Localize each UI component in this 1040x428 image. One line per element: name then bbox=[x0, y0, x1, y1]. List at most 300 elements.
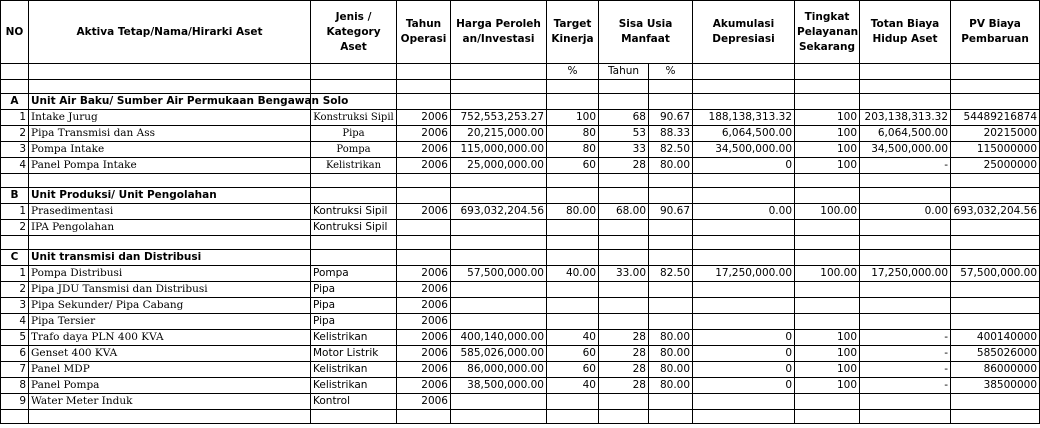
empty-cell bbox=[649, 94, 693, 110]
table-row bbox=[1, 142, 1040, 158]
empty-cell bbox=[547, 188, 599, 204]
cell-name: Pipa JDU Tansmisi dan Distribusi bbox=[29, 282, 311, 298]
cell-sisa-tahun: 28 bbox=[599, 362, 649, 378]
cell-jenis: Pipa bbox=[311, 126, 397, 142]
cell-jenis: Pipa bbox=[311, 298, 397, 314]
empty-cell bbox=[599, 250, 649, 266]
empty-cell bbox=[451, 410, 547, 424]
table-row bbox=[1, 220, 1040, 236]
cell-target: 80 bbox=[547, 142, 599, 158]
cell-name: Water Meter Induk bbox=[29, 394, 311, 410]
empty-cell bbox=[860, 80, 951, 94]
empty-cell bbox=[795, 410, 860, 424]
cell-akumulasi bbox=[693, 314, 795, 330]
cell-name: IPA Pengolahan bbox=[29, 220, 311, 236]
cell-no: 9 bbox=[1, 394, 29, 410]
cell-target: 40 bbox=[547, 378, 599, 394]
cell-sisa-tahun: 28 bbox=[599, 378, 649, 394]
cell-tahun: 2006 bbox=[397, 346, 451, 362]
cell-akumulasi: 0 bbox=[693, 158, 795, 174]
cell-totan: - bbox=[860, 362, 951, 378]
cell-akumulasi: 17,250,000.00 bbox=[693, 266, 795, 282]
empty-cell bbox=[311, 174, 397, 188]
cell-akumulasi: 0.00 bbox=[693, 204, 795, 220]
section-letter: B bbox=[1, 188, 29, 204]
cell-pv: 54489216874 bbox=[951, 110, 1040, 126]
header-pv: PV Biaya Pembaruan bbox=[951, 1, 1040, 64]
empty-cell bbox=[649, 174, 693, 188]
cell-no: 8 bbox=[1, 378, 29, 394]
cell-tingkat: 100 bbox=[795, 378, 860, 394]
cell-target: 40.00 bbox=[547, 266, 599, 282]
table-row bbox=[1, 110, 1040, 126]
cell-sisa-tahun bbox=[599, 220, 649, 236]
section-title: Unit Air Baku/ Sumber Air Permukaan Bengawan Solo bbox=[29, 94, 311, 110]
cell-pv: 25000000 bbox=[951, 158, 1040, 174]
cell-tingkat: 100 bbox=[795, 346, 860, 362]
cell-tingkat: 100 bbox=[795, 110, 860, 126]
empty-cell bbox=[649, 80, 693, 94]
empty-cell bbox=[311, 410, 397, 424]
cell-pv bbox=[951, 298, 1040, 314]
cell-harga: 693,032,204.56 bbox=[451, 204, 547, 220]
empty-cell bbox=[951, 80, 1040, 94]
cell-tahun: 2006 bbox=[397, 362, 451, 378]
cell-no: 4 bbox=[1, 314, 29, 330]
empty-cell bbox=[1, 174, 29, 188]
table-row bbox=[1, 158, 1040, 174]
empty-cell bbox=[599, 410, 649, 424]
cell-pv bbox=[951, 220, 1040, 236]
cell-jenis: Kelistrikan bbox=[311, 362, 397, 378]
empty-cell bbox=[311, 236, 397, 250]
cell-sisa-pct: 82.50 bbox=[649, 142, 693, 158]
cell-harga: 400,140,000.00 bbox=[451, 330, 547, 346]
cell-name: Intake Jurug bbox=[29, 110, 311, 126]
empty-cell bbox=[599, 80, 649, 94]
cell-pv: 585026000 bbox=[951, 346, 1040, 362]
unit-target: % bbox=[547, 64, 599, 80]
table-row bbox=[1, 266, 1040, 282]
spacer-row bbox=[1, 410, 1040, 424]
empty-cell bbox=[951, 236, 1040, 250]
empty-cell bbox=[795, 80, 860, 94]
cell-target bbox=[547, 314, 599, 330]
empty-cell bbox=[693, 188, 795, 204]
cell-tingkat: 100.00 bbox=[795, 204, 860, 220]
empty-cell bbox=[547, 410, 599, 424]
cell-tahun: 2006 bbox=[397, 142, 451, 158]
cell-name: Panel MDP bbox=[29, 362, 311, 378]
cell-totan: - bbox=[860, 158, 951, 174]
empty-cell bbox=[397, 174, 451, 188]
header-no: NO bbox=[1, 1, 29, 64]
cell-no: 6 bbox=[1, 346, 29, 362]
empty-cell bbox=[397, 80, 451, 94]
cell-totan bbox=[860, 314, 951, 330]
cell-target: 80 bbox=[547, 126, 599, 142]
cell-totan bbox=[860, 220, 951, 236]
cell-jenis: Kelistrikan bbox=[311, 158, 397, 174]
cell-name: Panel Pompa bbox=[29, 378, 311, 394]
header-totan: Totan Biaya Hidup Aset bbox=[860, 1, 951, 64]
header-aktiva: Aktiva Tetap/Nama/Hirarki Aset bbox=[29, 1, 311, 64]
cell-totan bbox=[860, 394, 951, 410]
cell-akumulasi: 0 bbox=[693, 362, 795, 378]
cell-harga: 585,026,000.00 bbox=[451, 346, 547, 362]
empty-cell bbox=[860, 94, 951, 110]
empty-cell bbox=[951, 174, 1040, 188]
empty-cell bbox=[795, 94, 860, 110]
cell-target: 80.00 bbox=[547, 204, 599, 220]
empty-cell bbox=[397, 236, 451, 250]
empty-cell bbox=[311, 188, 397, 204]
cell-target: 60 bbox=[547, 158, 599, 174]
cell-harga: 20,215,000.00 bbox=[451, 126, 547, 142]
cell-tingkat bbox=[795, 394, 860, 410]
unit-sisa-tahun: Tahun bbox=[599, 64, 649, 80]
cell-sisa-tahun: 33.00 bbox=[599, 266, 649, 282]
cell-totan: 6,064,500.00 bbox=[860, 126, 951, 142]
empty-cell bbox=[951, 410, 1040, 424]
section-header-row bbox=[1, 94, 1040, 110]
cell-akumulasi bbox=[693, 220, 795, 236]
cell-pv: 115000000 bbox=[951, 142, 1040, 158]
cell-akumulasi bbox=[693, 298, 795, 314]
cell-jenis: Pipa bbox=[311, 314, 397, 330]
unit-empty bbox=[951, 64, 1040, 80]
unit-sisa-pct: % bbox=[649, 64, 693, 80]
cell-jenis: Pompa bbox=[311, 142, 397, 158]
cell-no: 3 bbox=[1, 298, 29, 314]
empty-cell bbox=[795, 188, 860, 204]
cell-totan: - bbox=[860, 346, 951, 362]
cell-name: Prasedimentasi bbox=[29, 204, 311, 220]
cell-sisa-pct: 80.00 bbox=[649, 330, 693, 346]
cell-harga: 57,500,000.00 bbox=[451, 266, 547, 282]
cell-tahun: 2006 bbox=[397, 266, 451, 282]
cell-sisa-pct bbox=[649, 282, 693, 298]
cell-tahun: 2006 bbox=[397, 110, 451, 126]
cell-name: Pipa Sekunder/ Pipa Cabang bbox=[29, 298, 311, 314]
cell-pv bbox=[951, 282, 1040, 298]
table-row bbox=[1, 394, 1040, 410]
cell-harga: 25,000,000.00 bbox=[451, 158, 547, 174]
cell-pv: 693,032,204.56 bbox=[951, 204, 1040, 220]
cell-tahun: 2006 bbox=[397, 126, 451, 142]
cell-akumulasi: 0 bbox=[693, 330, 795, 346]
empty-cell bbox=[29, 410, 311, 424]
cell-name: Genset 400 KVA bbox=[29, 346, 311, 362]
cell-target bbox=[547, 220, 599, 236]
cell-harga: 115,000,000.00 bbox=[451, 142, 547, 158]
cell-totan bbox=[860, 282, 951, 298]
cell-akumulasi: 6,064,500.00 bbox=[693, 126, 795, 142]
cell-no: 1 bbox=[1, 266, 29, 282]
empty-cell bbox=[795, 174, 860, 188]
empty-cell bbox=[451, 188, 547, 204]
header-jenis: Jenis / Kategory Aset bbox=[311, 1, 397, 64]
empty-cell bbox=[649, 188, 693, 204]
cell-sisa-tahun: 28 bbox=[599, 330, 649, 346]
cell-akumulasi: 0 bbox=[693, 346, 795, 362]
table-row bbox=[1, 362, 1040, 378]
empty-cell bbox=[795, 236, 860, 250]
cell-tingkat: 100 bbox=[795, 362, 860, 378]
cell-sisa-pct bbox=[649, 298, 693, 314]
cell-tingkat bbox=[795, 314, 860, 330]
cell-totan: 17,250,000.00 bbox=[860, 266, 951, 282]
empty-cell bbox=[451, 174, 547, 188]
cell-sisa-tahun: 28 bbox=[599, 158, 649, 174]
cell-sisa-tahun bbox=[599, 298, 649, 314]
spacer-row bbox=[1, 80, 1040, 94]
cell-akumulasi: 34,500,000.00 bbox=[693, 142, 795, 158]
cell-target: 60 bbox=[547, 346, 599, 362]
cell-tingkat: 100 bbox=[795, 142, 860, 158]
table-row bbox=[1, 330, 1040, 346]
cell-harga bbox=[451, 314, 547, 330]
empty-cell bbox=[1, 236, 29, 250]
section-letter: A bbox=[1, 94, 29, 110]
section-header-row bbox=[1, 250, 1040, 266]
empty-cell bbox=[311, 250, 397, 266]
cell-jenis: Kontruksi Sipil bbox=[311, 204, 397, 220]
empty-cell bbox=[451, 80, 547, 94]
cell-harga: 38,500,000.00 bbox=[451, 378, 547, 394]
empty-cell bbox=[1, 80, 29, 94]
cell-no: 1 bbox=[1, 110, 29, 126]
cell-pv: 38500000 bbox=[951, 378, 1040, 394]
cell-sisa-pct: 82.50 bbox=[649, 266, 693, 282]
cell-tingkat: 100 bbox=[795, 126, 860, 142]
empty-cell bbox=[29, 174, 311, 188]
cell-sisa-pct: 90.67 bbox=[649, 204, 693, 220]
cell-harga: 752,553,253.27 bbox=[451, 110, 547, 126]
cell-jenis: Kontrol bbox=[311, 394, 397, 410]
cell-pv: 20215000 bbox=[951, 126, 1040, 142]
empty-cell bbox=[547, 250, 599, 266]
unit-empty bbox=[29, 64, 311, 80]
cell-target: 100 bbox=[547, 110, 599, 126]
cell-jenis: Konstruksi Sipil bbox=[311, 110, 397, 126]
cell-pv bbox=[951, 394, 1040, 410]
cell-jenis: Kontruksi Sipil bbox=[311, 220, 397, 236]
empty-cell bbox=[451, 94, 547, 110]
header-target: Target Kinerja bbox=[547, 1, 599, 64]
cell-sisa-pct bbox=[649, 394, 693, 410]
cell-totan: - bbox=[860, 330, 951, 346]
header-tingkat: Tingkat Pelayanan Sekarang bbox=[795, 1, 860, 64]
cell-totan: - bbox=[860, 378, 951, 394]
section-header-row bbox=[1, 188, 1040, 204]
section-letter: C bbox=[1, 250, 29, 266]
cell-tingkat bbox=[795, 220, 860, 236]
cell-harga: 86,000,000.00 bbox=[451, 362, 547, 378]
unit-empty bbox=[311, 64, 397, 80]
cell-no: 2 bbox=[1, 282, 29, 298]
empty-cell bbox=[397, 94, 451, 110]
cell-tingkat bbox=[795, 298, 860, 314]
cell-sisa-tahun: 53 bbox=[599, 126, 649, 142]
empty-cell bbox=[693, 250, 795, 266]
cell-tahun: 2006 bbox=[397, 158, 451, 174]
cell-pv bbox=[951, 314, 1040, 330]
cell-totan: 34,500,000.00 bbox=[860, 142, 951, 158]
empty-cell bbox=[599, 174, 649, 188]
cell-sisa-tahun bbox=[599, 314, 649, 330]
cell-jenis: Pompa bbox=[311, 266, 397, 282]
empty-cell bbox=[599, 188, 649, 204]
empty-cell bbox=[649, 250, 693, 266]
empty-cell bbox=[951, 188, 1040, 204]
empty-cell bbox=[860, 236, 951, 250]
cell-sisa-tahun: 68 bbox=[599, 110, 649, 126]
cell-target bbox=[547, 394, 599, 410]
cell-sisa-pct: 80.00 bbox=[649, 378, 693, 394]
cell-jenis: Motor Listrik bbox=[311, 346, 397, 362]
table-row bbox=[1, 346, 1040, 362]
cell-tahun: 2006 bbox=[397, 314, 451, 330]
cell-name: Panel Pompa Intake bbox=[29, 158, 311, 174]
cell-tingkat: 100.00 bbox=[795, 266, 860, 282]
cell-harga bbox=[451, 282, 547, 298]
empty-cell bbox=[547, 94, 599, 110]
cell-target bbox=[547, 282, 599, 298]
cell-sisa-pct: 90.67 bbox=[649, 110, 693, 126]
section-title: Unit Produksi/ Unit Pengolahan bbox=[29, 188, 311, 204]
cell-harga bbox=[451, 298, 547, 314]
section-title: Unit transmisi dan Distribusi bbox=[29, 250, 311, 266]
cell-sisa-pct: 80.00 bbox=[649, 362, 693, 378]
empty-cell bbox=[311, 80, 397, 94]
empty-cell bbox=[29, 236, 311, 250]
empty-cell bbox=[693, 410, 795, 424]
header-harga: Harga Perolehan/Investasi bbox=[451, 1, 547, 64]
cell-sisa-tahun: 28 bbox=[599, 346, 649, 362]
cell-sisa-pct bbox=[649, 314, 693, 330]
table-row bbox=[1, 204, 1040, 220]
table-row bbox=[1, 126, 1040, 142]
unit-empty bbox=[451, 64, 547, 80]
cell-tingkat: 100 bbox=[795, 158, 860, 174]
cell-sisa-tahun: 33 bbox=[599, 142, 649, 158]
cell-tahun: 2006 bbox=[397, 330, 451, 346]
cell-pv: 400140000 bbox=[951, 330, 1040, 346]
empty-cell bbox=[547, 236, 599, 250]
cell-akumulasi bbox=[693, 282, 795, 298]
cell-sisa-pct: 80.00 bbox=[649, 346, 693, 362]
cell-target bbox=[547, 298, 599, 314]
cell-target: 40 bbox=[547, 330, 599, 346]
unit-empty bbox=[795, 64, 860, 80]
cell-tingkat: 100 bbox=[795, 330, 860, 346]
empty-cell bbox=[397, 410, 451, 424]
table-row bbox=[1, 378, 1040, 394]
empty-cell bbox=[29, 80, 311, 94]
cell-tingkat bbox=[795, 282, 860, 298]
cell-no: 5 bbox=[1, 330, 29, 346]
cell-tahun: 2006 bbox=[397, 378, 451, 394]
empty-cell bbox=[547, 80, 599, 94]
cell-sisa-pct: 80.00 bbox=[649, 158, 693, 174]
table-row bbox=[1, 298, 1040, 314]
empty-cell bbox=[649, 236, 693, 250]
cell-name: Pompa Intake bbox=[29, 142, 311, 158]
cell-no: 7 bbox=[1, 362, 29, 378]
cell-akumulasi bbox=[693, 394, 795, 410]
cell-no: 4 bbox=[1, 158, 29, 174]
header-akumulasi: Akumulasi Depresiasi bbox=[693, 1, 795, 64]
empty-cell bbox=[451, 250, 547, 266]
cell-totan: 203,138,313.32 bbox=[860, 110, 951, 126]
cell-tahun bbox=[397, 220, 451, 236]
cell-tahun: 2006 bbox=[397, 282, 451, 298]
cell-akumulasi: 0 bbox=[693, 378, 795, 394]
unit-empty bbox=[693, 64, 795, 80]
empty-cell bbox=[397, 250, 451, 266]
empty-cell bbox=[599, 94, 649, 110]
cell-totan bbox=[860, 298, 951, 314]
empty-cell bbox=[860, 188, 951, 204]
cell-no: 1 bbox=[1, 204, 29, 220]
empty-cell bbox=[951, 94, 1040, 110]
cell-target: 60 bbox=[547, 362, 599, 378]
cell-sisa-tahun bbox=[599, 282, 649, 298]
cell-tahun: 2006 bbox=[397, 204, 451, 220]
cell-pv: 86000000 bbox=[951, 362, 1040, 378]
cell-sisa-tahun: 68.00 bbox=[599, 204, 649, 220]
empty-cell bbox=[693, 174, 795, 188]
spacer-row bbox=[1, 236, 1040, 250]
empty-cell bbox=[599, 236, 649, 250]
cell-harga bbox=[451, 394, 547, 410]
empty-cell bbox=[860, 250, 951, 266]
empty-cell bbox=[795, 250, 860, 266]
cell-name: Pipa Tersier bbox=[29, 314, 311, 330]
empty-cell bbox=[693, 94, 795, 110]
cell-tahun: 2006 bbox=[397, 298, 451, 314]
cell-name: Pipa Transmisi dan Ass bbox=[29, 126, 311, 142]
empty-cell bbox=[860, 174, 951, 188]
cell-jenis: Kelistrikan bbox=[311, 378, 397, 394]
cell-tahun: 2006 bbox=[397, 394, 451, 410]
empty-cell bbox=[451, 236, 547, 250]
empty-cell bbox=[693, 80, 795, 94]
cell-jenis: Pipa bbox=[311, 282, 397, 298]
unit-empty bbox=[1, 64, 29, 80]
empty-cell bbox=[397, 188, 451, 204]
header-tahun: Tahun Operasi bbox=[397, 1, 451, 64]
empty-cell bbox=[547, 174, 599, 188]
cell-harga bbox=[451, 220, 547, 236]
cell-name: Pompa Distribusi bbox=[29, 266, 311, 282]
table-row bbox=[1, 282, 1040, 298]
cell-pv: 57,500,000.00 bbox=[951, 266, 1040, 282]
empty-cell bbox=[649, 410, 693, 424]
empty-cell bbox=[693, 236, 795, 250]
unit-empty bbox=[397, 64, 451, 80]
cell-no: 3 bbox=[1, 142, 29, 158]
spacer-row bbox=[1, 174, 1040, 188]
cell-name: Trafo daya PLN 400 KVA bbox=[29, 330, 311, 346]
cell-sisa-pct bbox=[649, 220, 693, 236]
cell-no: 2 bbox=[1, 220, 29, 236]
cell-jenis: Kelistrikan bbox=[311, 330, 397, 346]
cell-sisa-pct: 88.33 bbox=[649, 126, 693, 142]
unit-empty bbox=[860, 64, 951, 80]
empty-cell bbox=[1, 410, 29, 424]
